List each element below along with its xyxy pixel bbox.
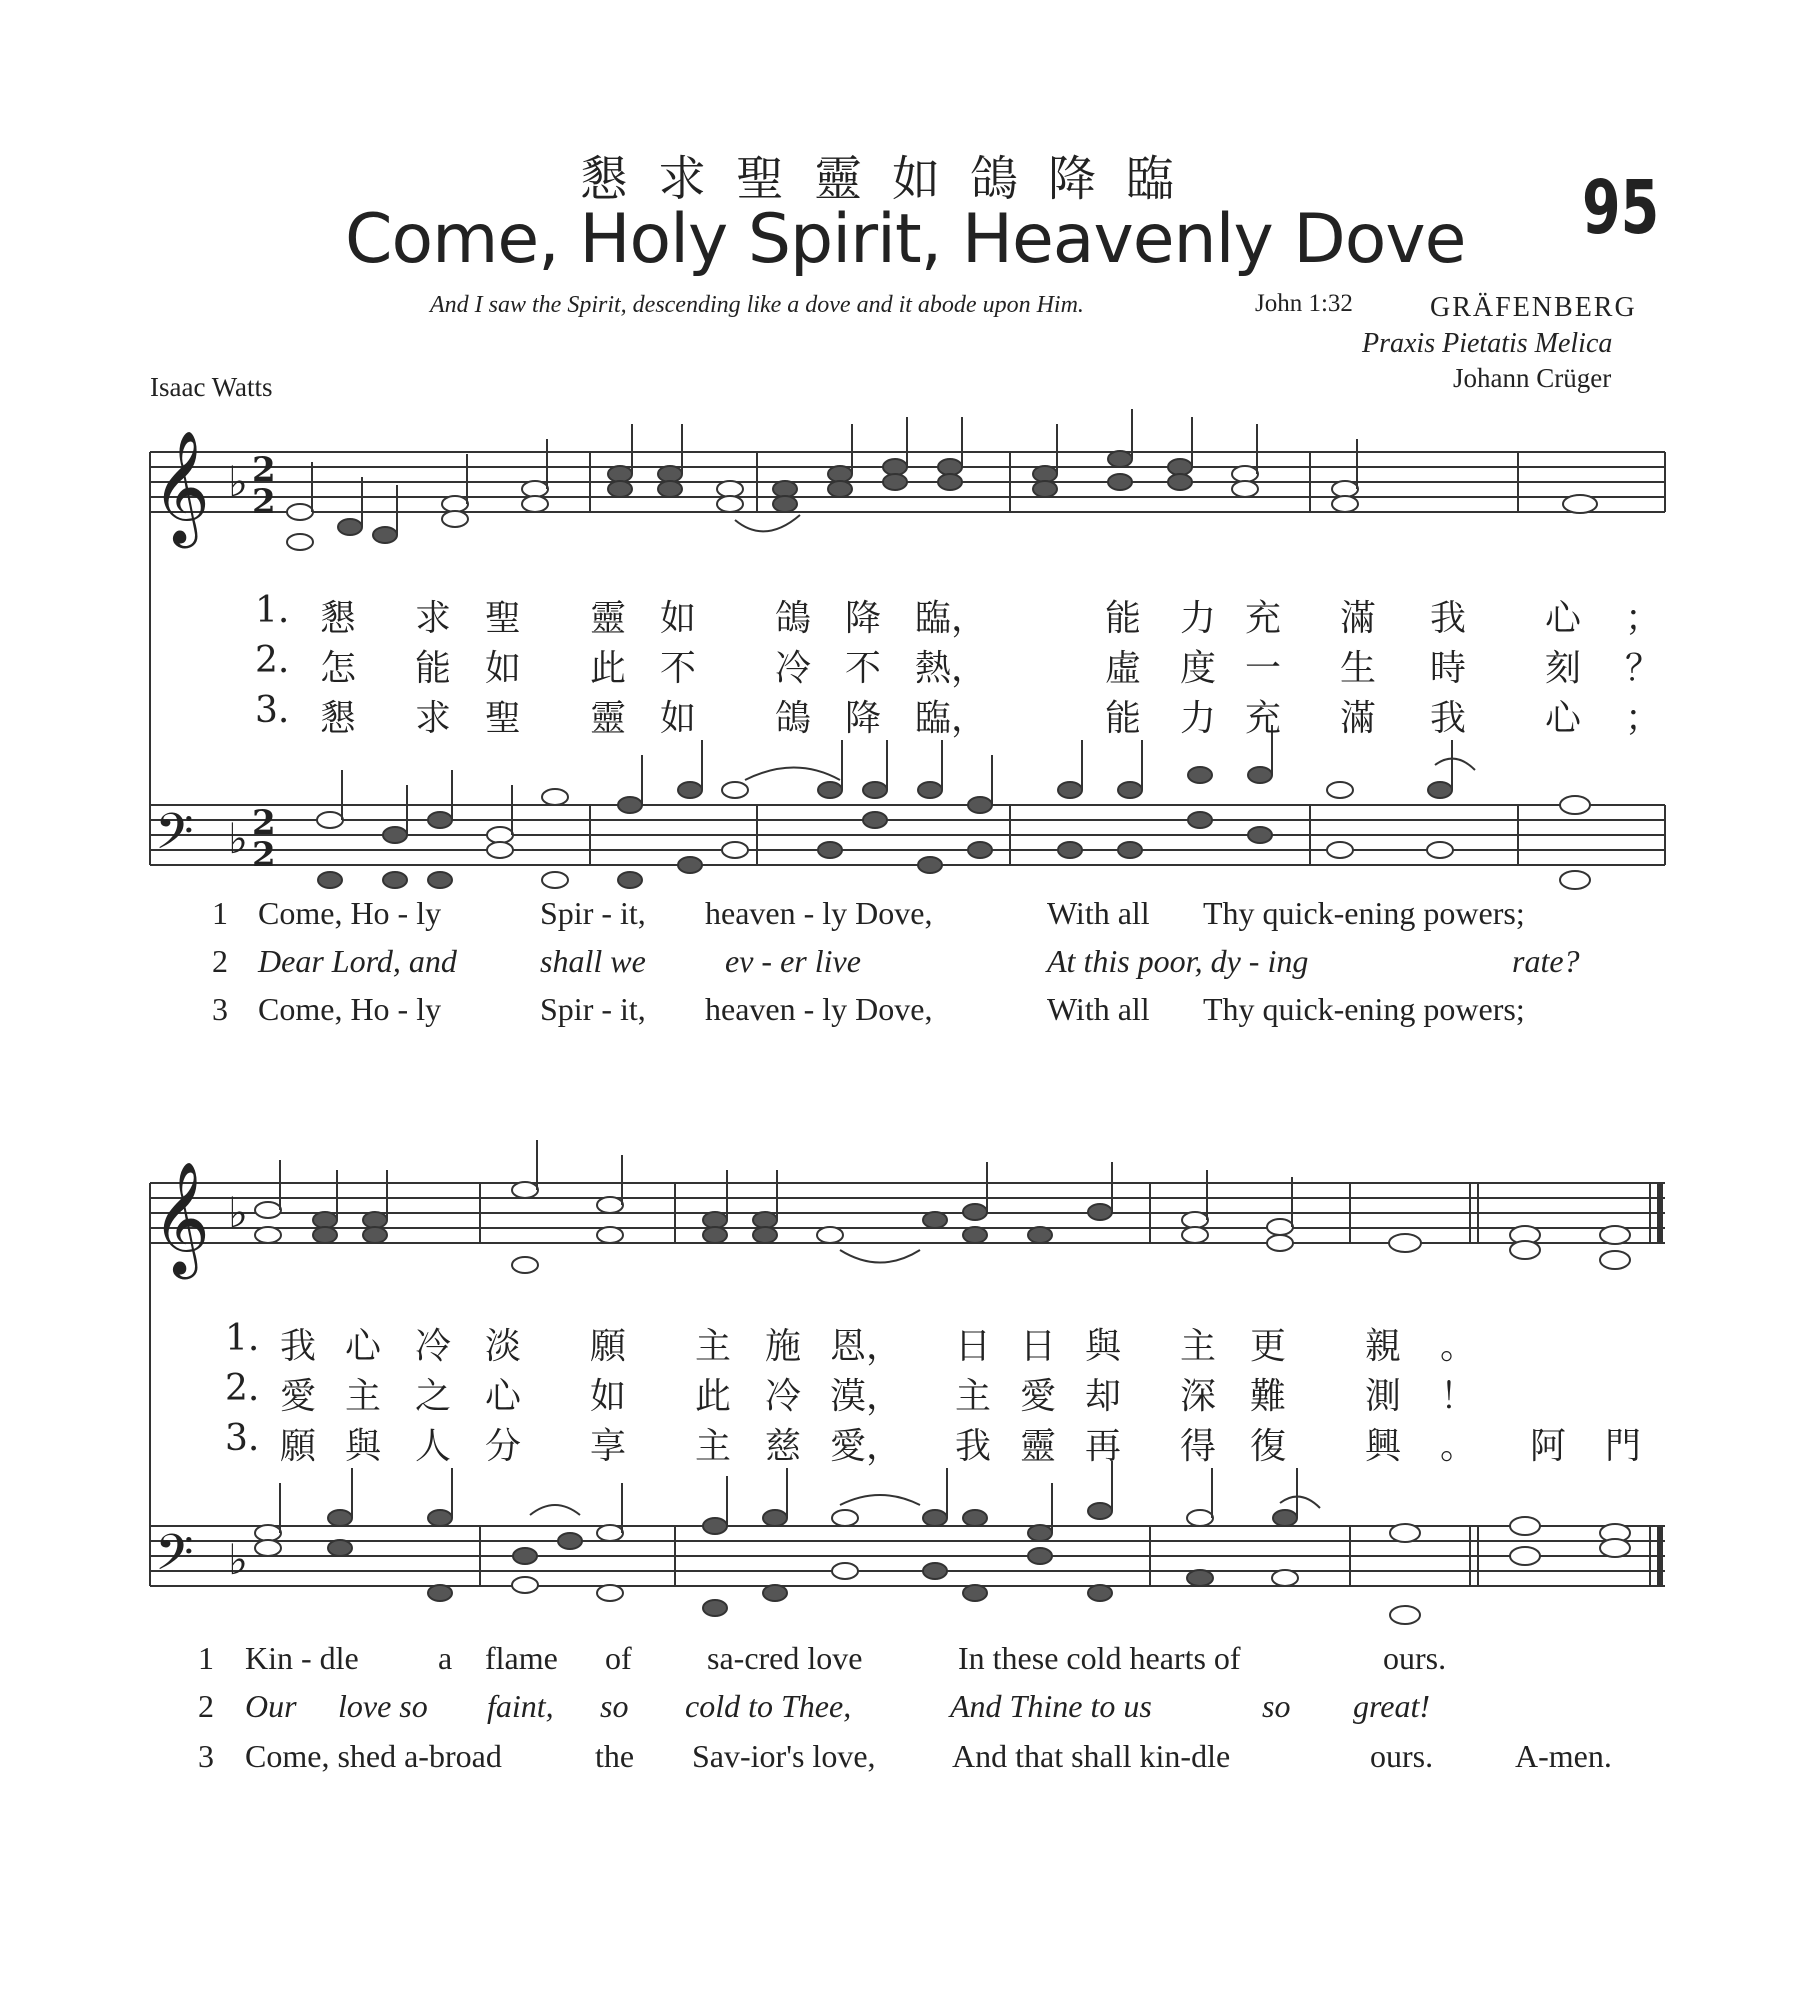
verse-number: 1 [212,895,228,931]
lyric-char: 主 [695,1326,732,1367]
lyric-char: 主 [345,1376,382,1417]
lyric-char: 如 [660,698,697,739]
tune-name: GRÄFENBERG [1430,292,1637,323]
lyric-char: 再 [1085,1426,1122,1467]
lyric-char: 愛 [280,1376,317,1417]
lyric-char: 心 [485,1376,522,1417]
lyric-text: Spir - it, [540,895,646,931]
lyric-char: 此 [695,1376,732,1417]
lyric-char: 我 [1430,598,1467,639]
lyric-text: Come, Ho - ly [258,895,442,931]
lyric-char: 聖 [485,698,522,739]
lyric-char: 我 [1430,698,1467,739]
lyric-text: rate? [1512,943,1580,979]
lyric-char: 一 [1245,648,1282,689]
lyric-char: 心 [1545,698,1582,739]
en-verse-1-line-2 [0,1640,1807,1680]
verse-number: 3. [225,1418,260,1459]
en-verse-2-line-2 [0,1688,1807,1728]
lyric-char: 享 [590,1426,627,1467]
bass-clef-1: 𝄢 [155,803,194,873]
lyric-text: Spir - it, [540,991,646,1027]
hymn-title-english: Come, Holy Spirit, Heavenly Dove [345,200,1466,279]
lyric-text: With all [1047,991,1150,1027]
lyric-char: 主 [1180,1326,1217,1367]
lyric-char: 怎 [320,648,357,689]
svg-text:♭: ♭ [228,1188,248,1237]
lyric-char: 滿 [1340,598,1377,639]
scripture-quote: And I saw the Spirit, descending like a dove and it abode upon Him. [430,292,1084,318]
lyric-char: 分 [485,1426,522,1467]
lyric-text: Sav-ior's love, [692,1738,876,1774]
verse-number: 1 [198,1640,214,1676]
lyric-char: 時 [1430,648,1467,689]
lyric-char: 能 [415,648,452,689]
lyric-text: ours. [1370,1738,1434,1774]
lyric-char: 淡 [485,1326,522,1367]
lyric-char: 靈 [590,698,627,739]
lyric-text: Thy quick-ening powers; [1203,895,1525,931]
lyric-text: cold to Thee, [685,1688,852,1724]
lyric-char: 願 [280,1426,317,1467]
lyric-char: 我 [280,1326,317,1367]
verse-number: 2. [225,1368,260,1409]
lyric-text: the [595,1738,635,1774]
lyric-text: love so [338,1688,428,1724]
bass-clef-2: 𝄢 [155,1524,194,1594]
lyric-char: 力 [1180,598,1217,639]
composer: Johann Crüger [1453,363,1612,393]
lyric-char: 慈 [765,1426,802,1467]
lyric-text: of [605,1640,632,1676]
en-verse-3-line-1 [0,991,1807,1031]
lyric-char: 不 [660,648,697,689]
lyric-char: 主 [695,1426,732,1467]
lyric-char: 得 [1180,1426,1217,1467]
zh-verse-2-line-2 [0,1368,1807,1417]
lyric-char: 刻 [1545,648,1582,689]
svg-text:2: 2 [252,482,276,522]
lyric-char: 力 [1180,698,1217,739]
lyric-char: 心 [1545,598,1582,639]
lyric-char: 度 [1180,648,1217,689]
lyric-char: 懇 [320,698,357,739]
en-verse-1-line-1 [0,895,1807,935]
lyric-char: 不 [845,648,882,689]
lyric-text: And that shall kin-dle [952,1738,1231,1774]
hymn-title-chinese: 懇求聖靈如鴿降臨 [580,151,1205,207]
lyric-text: Dear Lord, and [258,943,457,979]
svg-text:♭: ♭ [228,457,248,506]
lyric-text: flame [485,1640,558,1676]
lyric-char: 更 [1250,1326,1287,1367]
svg-text:2: 2 [252,835,276,875]
lyric-char: 臨， [915,598,988,639]
lyric-char: 如 [660,598,697,639]
lyric-text: A-men. [1515,1738,1612,1774]
lyric-text: In these cold hearts of [958,1640,1241,1676]
lyric-char: 。 [1440,1426,1477,1467]
lyric-text: Come, Ho - ly [258,991,442,1027]
lyric-char: ！ [1440,1376,1477,1417]
verse-number: 2 [198,1688,214,1724]
treble-clef-2: 𝄞 [152,1161,210,1275]
scripture-reference: John 1:32 [1255,290,1353,317]
lyric-char: 人 [415,1426,452,1467]
lyric-char: 臨， [915,698,988,739]
lyric-char: 漠， [830,1376,903,1417]
zh-verse-3-line-1 [0,690,1807,739]
lyric-char: 與 [1085,1326,1122,1367]
lyric-text: And Thine to us [950,1688,1152,1724]
lyric-char: 阿 [1530,1426,1567,1467]
lyric-text: so [1262,1688,1291,1724]
lyric-char: 虛 [1105,648,1142,689]
lyric-char: 却 [1085,1376,1122,1417]
svg-text:2: 2 [252,450,276,490]
lyric-text: heaven - ly Dove, [705,895,933,931]
lyric-char: 門 [1605,1426,1642,1467]
lyric-text: so [600,1688,629,1724]
verse-number: 2 [212,943,228,979]
lyric-text: shall we [540,943,646,979]
zh-verse-1-line-1 [0,590,1807,639]
lyric-char: 充 [1245,698,1282,739]
lyric-char: 鴿 [775,698,812,739]
lyric-char: 冷 [765,1376,802,1417]
lyric-text: Our [245,1688,297,1724]
lyric-text: ours. [1383,1640,1447,1676]
bass-staff-2 [150,1526,1665,1586]
zh-verse-3-line-2 [0,1418,1807,1467]
lyric-char: 恩， [830,1326,903,1367]
verse-number: 3 [198,1738,214,1774]
svg-text:2: 2 [252,803,276,843]
lyric-char: 愛， [830,1426,903,1467]
lyric-char: 降 [845,698,882,739]
lyric-text: At this poor, dy - ing [1047,943,1309,979]
lyric-char: 充 [1245,598,1282,639]
zh-verse-2-line-1 [0,640,1807,689]
lyric-char: 能 [1105,698,1142,739]
lyric-char: 如 [590,1376,627,1417]
lyric-text: faint, [487,1688,554,1724]
svg-text:♭: ♭ [228,814,248,863]
lyric-char: 能 [1105,598,1142,639]
lyric-char: 求 [415,598,452,639]
lyric-text: great! [1353,1688,1431,1724]
lyric-char: ； [1625,598,1662,639]
lyric-char: 日 [1020,1326,1057,1367]
lyric-text: a [438,1640,453,1676]
tune-source: Praxis Pietatis Melica [1362,328,1613,359]
verse-number: 2. [255,640,290,681]
lyric-char: 如 [485,648,522,689]
hymn-number: 95 [1582,165,1660,251]
lyric-char: 興 [1365,1426,1402,1467]
lyric-char: 與 [345,1426,382,1467]
lyric-text: heaven - ly Dove, [705,991,933,1027]
treble-clef-1: 𝄞 [152,430,210,544]
lyric-char: 此 [590,648,627,689]
lyric-char: 滿 [1340,698,1377,739]
en-verse-3-line-2 [0,1738,1807,1778]
lyric-char: 生 [1340,648,1377,689]
lyric-char: 靈 [590,598,627,639]
lyric-char: 我 [955,1426,992,1467]
lyric-char: 冷 [415,1326,452,1367]
lyric-char: 深 [1180,1376,1217,1417]
lyric-text: ev - er live [725,943,861,979]
lyric-char: ？ [1625,648,1662,689]
lyric-char: 求 [415,698,452,739]
lyric-char: 熱， [915,648,988,689]
lyric-char: 聖 [485,598,522,639]
lyric-char: 願 [590,1326,627,1367]
lyric-char: 。 [1440,1326,1477,1367]
lyric-text: sa-cred love [707,1640,863,1676]
en-verse-2-line-1 [0,943,1807,983]
lyric-char: 親 [1365,1326,1402,1367]
zh-verse-1-line-2 [0,1318,1807,1367]
lyric-char: 愛 [1020,1376,1057,1417]
verse-number: 1. [225,1318,260,1359]
lyric-text: Come, shed a-broad [245,1738,502,1774]
verse-number: 3 [212,991,228,1027]
lyric-text: Thy quick-ening powers; [1203,991,1525,1027]
lyric-char: 心 [345,1326,382,1367]
lyric-char: ； [1625,698,1662,739]
lyric-char: 測 [1365,1376,1402,1417]
lyric-char: 復 [1250,1426,1287,1467]
lyric-author: Isaac Watts [150,372,273,402]
verse-number: 1. [255,590,290,631]
lyric-char: 冷 [775,648,812,689]
svg-text:♭: ♭ [228,1535,248,1584]
lyric-char: 難 [1250,1376,1287,1417]
lyric-char: 之 [415,1376,452,1417]
lyric-char: 靈 [1020,1426,1057,1467]
lyric-char: 施 [765,1326,802,1367]
lyric-char: 主 [955,1376,992,1417]
lyric-text: With all [1047,895,1150,931]
lyric-char: 鴿 [775,598,812,639]
lyric-char: 懇 [320,598,357,639]
lyric-char: 日 [955,1326,992,1367]
lyric-text: Kin - dle [245,1640,359,1676]
lyric-char: 降 [845,598,882,639]
verse-number: 3. [255,690,290,731]
